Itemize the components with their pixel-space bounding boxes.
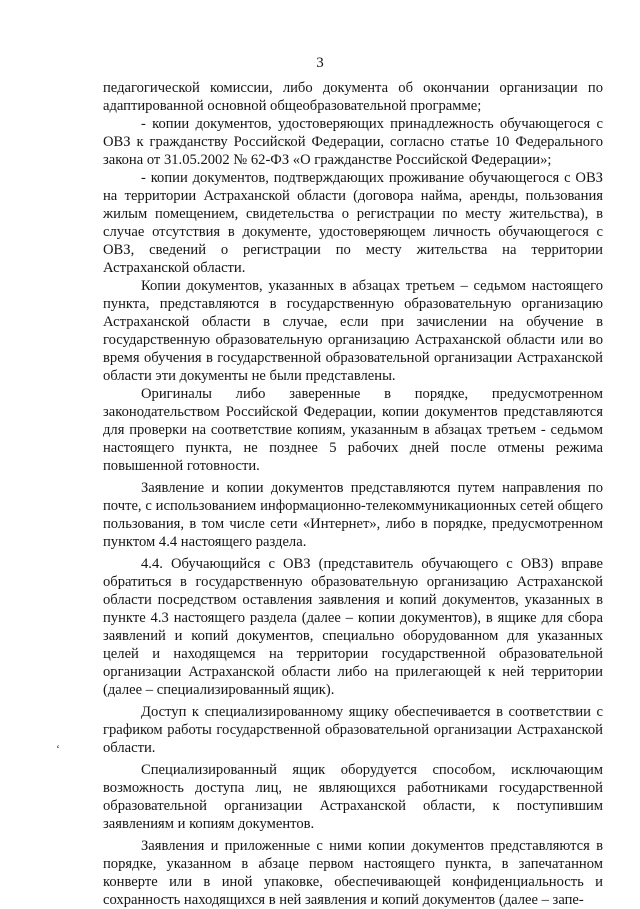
margin-mark: ‘ (56, 742, 60, 756)
paragraph-5: Оригиналы либо заверенные в порядке, предусмотренном законодательством Российской Федерации, копии документов представляются для проверки на соответствие копиям, указанным в абзацах третьем - седьмом настоящего пункта, не позднее 5 рабочих дней после отмены режима повышенной готовности. (103, 386, 603, 474)
page-number: 3 (316, 55, 324, 71)
paragraph-7: 4.4. Обучающийся с ОВЗ (представитель обучающего с ОВЗ) вправе обратиться в государственную образовательную организацию Астраханской области посредством оставления заявления и копий документов, указанных в пункте 4.3 настоящего раздела (далее – копии документов), в ящике для сбора заявлений и копий документов, специально оборудованном для указанных целей и находящемся на территории государственной образовательной организации Астраханской области либо на прилегающей к ней территории (далее – специализированный ящик). (103, 556, 603, 698)
document-body (103, 79, 603, 909)
paragraph-9: Специализированный ящик оборудуется способом, исключающим возможность доступа лиц, не являющихся работниками государственной образовательной организации Астраханской области, к поступившим заявлениям и копиям документов. (103, 762, 603, 832)
paragraph-6: Заявление и копии документов представляются путем направления по почте, с использованием информационно-телекоммуникационных сетей общего пользования, в том числе сети «Интернет», либо в порядке, предусмотренном пунктом 4.4 настоящего раздела. (103, 480, 603, 550)
paragraph-1: педагогической комиссии, либо документа об окончании организации по адаптированной основной общеобразовательной программе; (103, 80, 603, 114)
paragraph-2: - копии документов, удостоверяющих принадлежность обучающегося с ОВЗ к гражданству Российской Федерации, согласно статье 10 Федерального закона от 31.05.2002 № 62-ФЗ «О гражданстве Российской Федерации»; (103, 116, 603, 168)
paragraph-8: Доступ к специализированному ящику обеспечивается в соответствии с графиком работы государственной образовательной организации Астраханской области. (103, 704, 603, 756)
paragraph-10: Заявления и приложенные с ними копии документов представляются в порядке, указанном в абзаце первом настоящего пункта, в запечатанном конверте или в иной упаковке, обеспечивающей конфиденциальность и сохранность находящихся в ней заявления и копий документов (далее – запе- (103, 838, 603, 908)
paragraph-4: Копии документов, указанных в абзацах третьем – седьмом настоящего пункта, представляются в государственную образовательную организацию Астраханской области в случае, если при зачислении на обучение в государственную образовательную организацию Астраханской области или во время обучения в государственной образовательной организации Астраханской области эти документы не были представлены. (103, 278, 603, 384)
paragraph-3: - копии документов, подтверждающих проживание обучающегося с ОВЗ на территории Астраханской области (договора найма, аренды, пользования жилым помещением, свидетельства о регистрации по месту жительства), в случае отсутствия в документе, удостоверяющем личность обучающегося с ОВЗ, сведений о регистрации по месту жительства на территории Астраханской области. (103, 170, 603, 276)
